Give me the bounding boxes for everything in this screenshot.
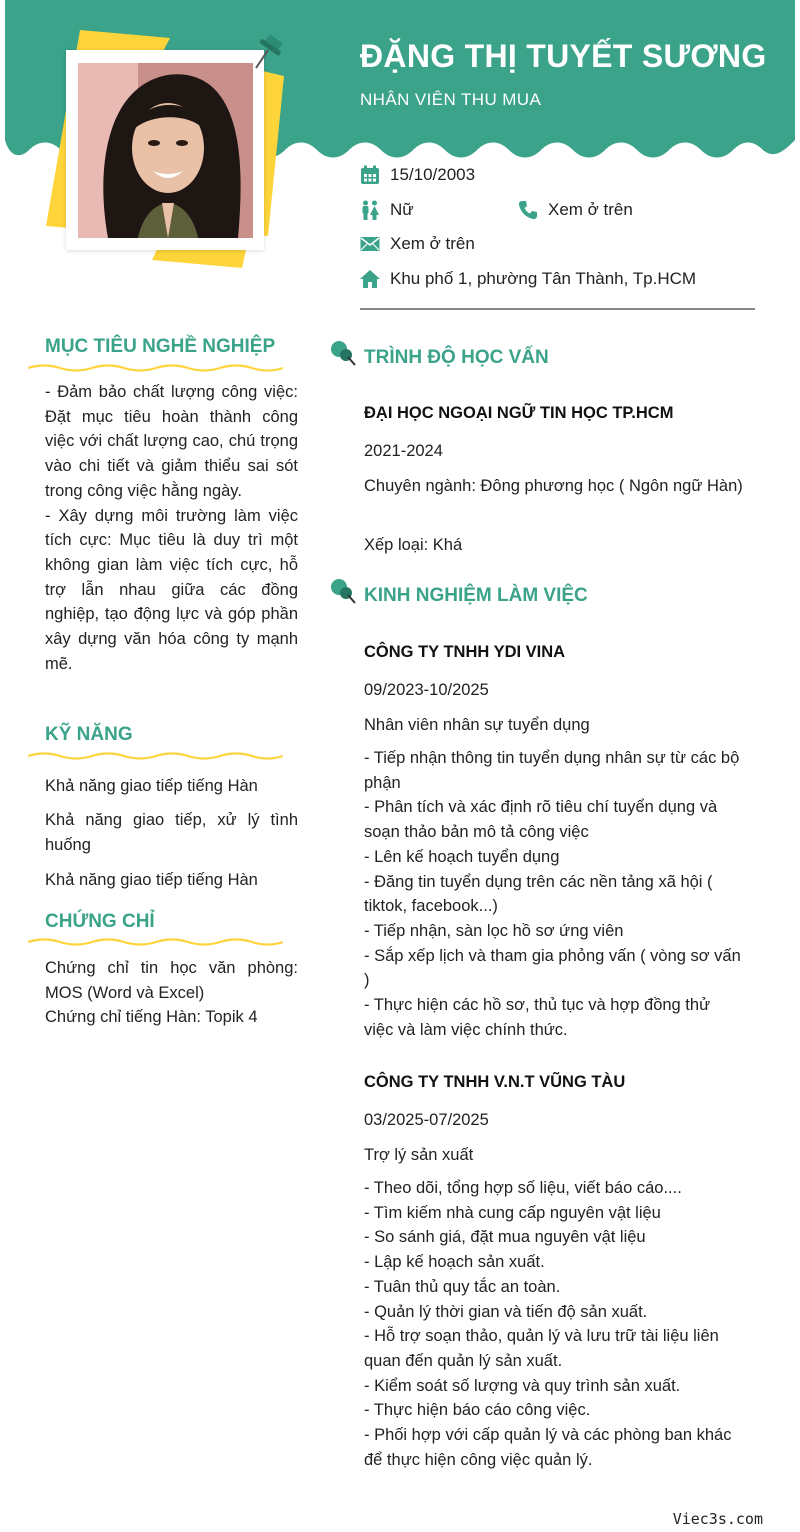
duty-item: - Đăng tin tuyển dụng trên các nền tảng xã hội ( tiktok, facebook...) bbox=[364, 872, 713, 916]
duty-item: - Tiếp nhận thông tin tuyển dụng nhân sự từ các bộ phận bbox=[364, 749, 740, 792]
home-icon bbox=[360, 269, 380, 289]
contact-address bbox=[360, 269, 696, 289]
school-name: ĐẠI HỌC NGOẠI NGỮ TIN HỌC TP.HCM bbox=[364, 404, 674, 422]
pushpin-icon bbox=[328, 338, 358, 368]
pushpin-icon bbox=[248, 24, 292, 72]
job-company: CÔNG TY TNHH YDI VINA bbox=[364, 643, 566, 661]
duty-item: - Quản lý thời gian và tiến độ sản xuất. bbox=[364, 1302, 648, 1321]
job-duties-list bbox=[364, 1176, 744, 1472]
duty-item: - Kiểm soát số lượng và quy trình sản xuất. bbox=[364, 1376, 681, 1395]
job-period: 03/2025-07/2025 bbox=[364, 1111, 489, 1129]
duty-item: - Lên kế hoạch tuyển dụng bbox=[364, 847, 560, 866]
contact-gender bbox=[360, 200, 414, 220]
duty-item: - So sánh giá, đặt mua nguyên vật liệu bbox=[364, 1228, 646, 1247]
education-grade: Xếp loại: Khá bbox=[364, 536, 463, 554]
phone-icon bbox=[518, 200, 538, 220]
footer-brand[interactable]: Viec3s.com bbox=[672, 1510, 763, 1528]
birthday-value: 15/10/2003 bbox=[390, 165, 476, 184]
duty-item: - Phối hợp với cấp quản lý và các phòng ban khác để thực hiện công việc quản lý. bbox=[364, 1426, 732, 1469]
job-duties-list bbox=[364, 746, 744, 1042]
objective-heading: MỤC TIÊU NGHỀ NGHIỆP bbox=[45, 336, 276, 357]
gender-icon bbox=[360, 200, 380, 220]
objective-text bbox=[45, 380, 298, 676]
job-role: Nhân viên nhân sự tuyển dụng bbox=[364, 716, 590, 734]
profile-photo bbox=[78, 63, 253, 238]
job-period: 09/2023-10/2025 bbox=[364, 681, 489, 699]
contact-birthday bbox=[360, 165, 475, 185]
duty-item: - Tìm kiếm nhà cung cấp nguyên vật liệu bbox=[364, 1203, 661, 1222]
heading-underline-wave bbox=[28, 362, 283, 374]
heading-underline-wave bbox=[28, 750, 283, 762]
photo-frame bbox=[66, 50, 264, 250]
certificate-item: Chứng chỉ tin học văn phòng: MOS (Word và Excel) bbox=[45, 959, 298, 1002]
duty-item: - Tiếp nhận, sàn lọc hồ sơ ứng viên bbox=[364, 921, 624, 940]
duty-item: - Sắp xếp lịch và tham gia phỏng vấn ( vòng sơ vấn ) bbox=[364, 946, 741, 990]
duty-item: - Thực hiện các hồ sơ, thủ tục và hợp đồng thử việc và làm việc chính thức. bbox=[364, 996, 711, 1039]
duty-item: - Lập kế hoạch sản xuất. bbox=[364, 1253, 545, 1272]
contact-email bbox=[360, 234, 475, 254]
skill-item: Khả năng giao tiếp, xử lý tình huống bbox=[45, 811, 298, 854]
job-company: CÔNG TY TNHH V.N.T VŨNG TÀU bbox=[364, 1073, 626, 1091]
education-period: 2021-2024 bbox=[364, 442, 443, 460]
experience-heading: KINH NGHIỆM LÀM VIỆC bbox=[364, 585, 588, 606]
certificate-item: Chứng chỉ tiếng Hàn: Topik 4 bbox=[45, 1008, 258, 1026]
contact-divider bbox=[360, 308, 755, 310]
certificates-heading: CHỨNG CHỈ bbox=[45, 911, 155, 932]
phone-value[interactable]: Xem ở trên bbox=[548, 200, 633, 219]
pushpin-icon bbox=[328, 576, 358, 606]
objective-paragraph-2: - Xây dựng môi trường làm việc tích cực: Mục tiêu là duy trì một không gian làm việc tích cực, hỗ trợ lẫn nhau giữa các đồng nghiệp, tạo động lực và góp phần xây dựng văn hóa công ty mạnh mẽ. bbox=[45, 506, 298, 673]
address-value: Khu phố 1, phường Tân Thành, Tp.HCM bbox=[390, 269, 697, 288]
education-heading: TRÌNH ĐỘ HỌC VẤN bbox=[364, 347, 549, 368]
email-value[interactable]: Xem ở trên bbox=[390, 234, 475, 253]
envelope-icon bbox=[360, 234, 380, 254]
education-major: Chuyên ngành: Đông phương học ( Ngôn ngữ Hàn) bbox=[364, 477, 743, 495]
calendar-icon bbox=[360, 165, 380, 185]
candidate-name: ĐẶNG THỊ TUYẾT SƯƠNG bbox=[360, 38, 767, 74]
job-role: Trợ lý sản xuất bbox=[364, 1146, 474, 1164]
objective-paragraph-1: - Đảm bảo chất lượng công việc: Đặt mục tiêu hoàn thành công việc với chất lượng cao, chú trọng vào chi tiết và giảm thiểu sai sót trong công việc hằng ngày. bbox=[45, 383, 298, 500]
duty-item: - Thực hiện báo cáo công việc. bbox=[364, 1401, 591, 1420]
skills-heading: KỸ NĂNG bbox=[45, 724, 133, 745]
skill-item: Khả năng giao tiếp tiếng Hàn bbox=[45, 871, 258, 889]
contact-phone bbox=[518, 200, 633, 220]
heading-underline-wave bbox=[28, 936, 283, 948]
job-title: NHÂN VIÊN THU MUA bbox=[360, 90, 542, 109]
duty-item: - Phân tích và xác định rõ tiêu chí tuyển dụng và soạn thảo bản mô tả công việc bbox=[364, 798, 718, 842]
duty-item: - Theo dõi, tổng hợp số liệu, viết báo cáo.... bbox=[364, 1179, 682, 1197]
duty-item: - Tuân thủ quy tắc an toàn. bbox=[364, 1277, 561, 1296]
duty-item: - Hỗ trợ soạn thảo, quản lý và lưu trữ tài liệu liên quan đến quản lý sản xuất. bbox=[364, 1327, 719, 1370]
skill-item: Khả năng giao tiếp tiếng Hàn bbox=[45, 777, 258, 795]
gender-value: Nữ bbox=[390, 200, 414, 219]
